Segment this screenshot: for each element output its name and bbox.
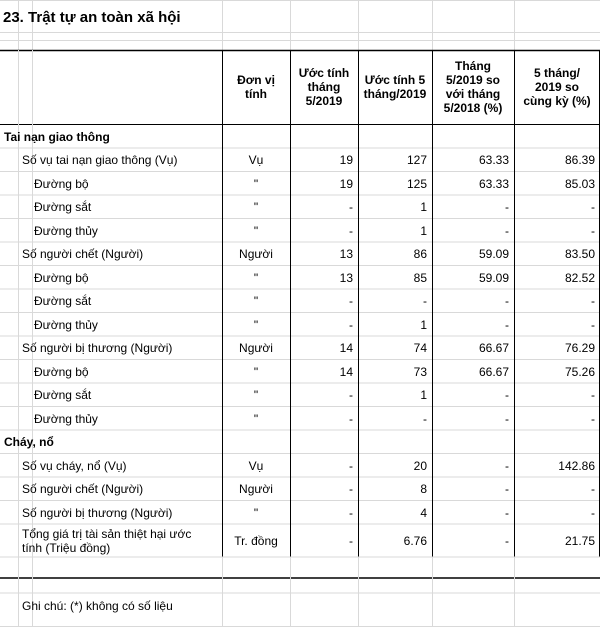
row-value-c3: - (505, 534, 509, 548)
row-value-c1: - (349, 388, 353, 403)
row-value-c3: - (505, 317, 509, 332)
row-unit: " (253, 200, 259, 215)
row-value-c2: 6.76 (403, 534, 427, 548)
row-value-c4: - (591, 223, 595, 238)
row-value-c1: 19 (339, 176, 353, 191)
row-value-c1: 14 (339, 341, 353, 356)
row-label: Đường thủy (34, 317, 98, 332)
row-value-c2: 125 (406, 176, 427, 191)
row-value-c4: 83.50 (564, 247, 595, 262)
row-unit: " (253, 294, 259, 309)
row-value-c1: 19 (339, 153, 353, 168)
row-value-c2: 1 (420, 223, 427, 238)
row-value-c3: - (505, 482, 509, 497)
page-title: 23. Trật tự an toàn xã hội (3, 9, 181, 26)
row-value-c1: - (349, 505, 353, 520)
row-label: Số người bị thương (Người) (22, 341, 173, 356)
row-unit: Vụ (248, 153, 264, 168)
row-value-c3: 63.33 (478, 153, 509, 168)
row-value-c1: 13 (339, 270, 353, 285)
row-value-c2: 1 (420, 388, 427, 403)
row-value-c4: - (591, 388, 595, 403)
row-value-c3: 66.67 (478, 341, 509, 356)
row-value-c3: - (505, 505, 509, 520)
row-unit: Người (239, 341, 273, 356)
row-value-c4: 82.52 (564, 270, 595, 285)
row-value-c1: - (349, 458, 353, 473)
column-header-ytd-vs: 5 tháng/ 2019 so cùng kỳ (%) (523, 66, 591, 108)
row-unit: " (253, 176, 259, 191)
row-label: Số người bị thương (Người) (22, 505, 173, 520)
row-value-c1: - (349, 411, 353, 426)
footnote: Ghi chú: (*) không có số liệu (22, 598, 173, 613)
row-unit: " (253, 364, 259, 379)
row-label: Đường sắt (34, 294, 92, 309)
row-label: Đường bộ (34, 176, 89, 191)
row-value-c3: - (505, 388, 509, 403)
row-value-c2: 73 (413, 364, 427, 379)
row-value-c1: - (349, 317, 353, 332)
row-value-c1: - (349, 294, 353, 309)
row-value-c2: 86 (413, 247, 427, 262)
row-value-c2: 85 (413, 270, 427, 285)
row-value-c2: - (423, 294, 427, 309)
section-title: Cháy, nổ (4, 435, 54, 450)
row-label: Đường sắt (34, 200, 92, 215)
row-value-c2: 8 (420, 482, 427, 497)
row-value-c3: 63.33 (478, 176, 509, 191)
row-value-c3: - (505, 458, 509, 473)
row-value-c3: - (505, 200, 509, 215)
row-value-c4: - (591, 200, 595, 215)
row-label: Số vụ tai nạn giao thông (Vụ) (22, 153, 178, 168)
row-label: Tổng giá trị tài sản thiệt hại ước tính (Triệu đồng) (22, 526, 192, 555)
section-title: Tai nạn giao thông (4, 129, 110, 144)
row-label: Số người chết (Người) (22, 482, 144, 497)
row-value-c1: 13 (339, 247, 353, 262)
row-value-c4: - (591, 482, 595, 497)
row-value-c1: 14 (339, 364, 353, 379)
row-unit: Người (239, 247, 273, 262)
row-value-c4: - (591, 294, 595, 309)
column-header-month-vs: Tháng 5/2019 so với tháng 5/2018 (%) (443, 59, 503, 115)
row-value-c2: 4 (420, 505, 427, 520)
row-value-c4: 75.26 (564, 364, 595, 379)
row-value-c1: - (349, 534, 353, 548)
row-unit: Vụ (248, 458, 264, 473)
row-unit: " (253, 505, 259, 520)
column-header-unit: Đơn vị tính (237, 73, 275, 101)
row-unit: Người (239, 482, 273, 497)
column-header-est-month: Ước tính tháng 5/2019 (298, 66, 350, 108)
row-value-c1: - (349, 482, 353, 497)
row-value-c2: - (423, 411, 427, 426)
row-value-c2: 74 (413, 341, 427, 356)
row-value-c4: - (591, 317, 595, 332)
row-unit: Tr. đồng (234, 534, 278, 548)
row-unit: " (253, 317, 259, 332)
row-value-c1: - (349, 200, 353, 215)
row-value-c2: 1 (420, 200, 427, 215)
row-unit: " (253, 270, 259, 285)
row-label: Số vụ cháy, nổ (Vụ) (22, 458, 127, 473)
row-value-c3: - (505, 411, 509, 426)
row-label: Đường thủy (34, 411, 98, 426)
row-value-c2: 1 (420, 317, 427, 332)
row-unit: " (253, 388, 259, 403)
row-value-c4: - (591, 411, 595, 426)
row-label: Đường sắt (34, 388, 92, 403)
row-value-c3: 59.09 (478, 247, 509, 262)
row-label: Đường thủy (34, 223, 98, 238)
row-value-c2: 20 (413, 458, 427, 473)
row-label: Số người chết (Người) (22, 247, 144, 262)
row-value-c1: - (349, 223, 353, 238)
row-value-c4: 21.75 (564, 534, 595, 548)
row-value-c2: 127 (406, 153, 427, 168)
row-label: Đường bộ (34, 270, 89, 285)
row-value-c4: 85.03 (564, 176, 595, 191)
row-value-c3: - (505, 223, 509, 238)
row-value-c3: 66.67 (478, 364, 509, 379)
row-label: Đường bộ (34, 364, 89, 379)
row-unit: " (253, 411, 259, 426)
row-value-c3: - (505, 294, 509, 309)
row-unit: " (253, 223, 259, 238)
row-value-c4: 142.86 (558, 458, 595, 473)
column-header-est-5m: Ước tính 5 tháng/2019 (363, 73, 427, 101)
row-value-c3: 59.09 (478, 270, 509, 285)
row-value-c4: 76.29 (564, 341, 595, 356)
row-value-c4: 86.39 (564, 153, 595, 168)
row-value-c4: - (591, 505, 595, 520)
